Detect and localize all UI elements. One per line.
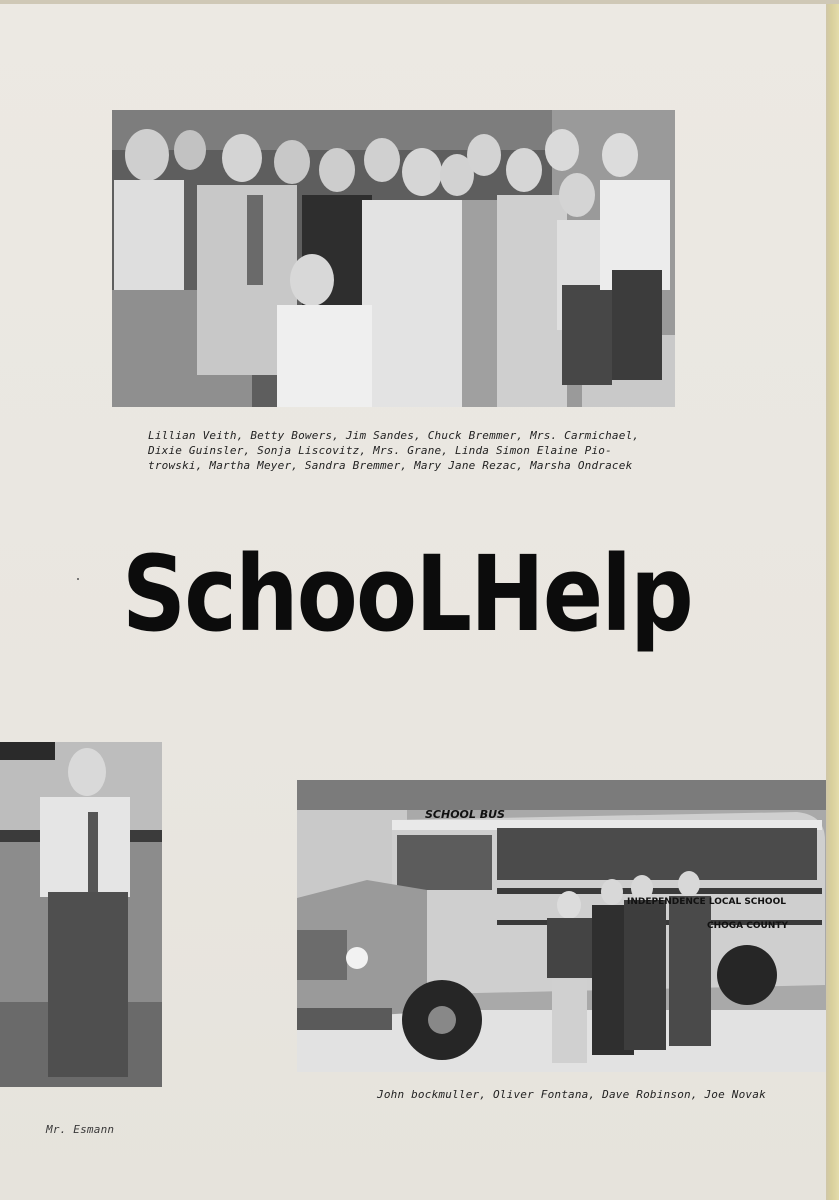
- top-strip: [0, 0, 839, 4]
- bus-top-sign: SCHOOL BUS: [425, 808, 505, 821]
- janitor-photo: [0, 742, 162, 1087]
- caption-line: Dixie Guinsler, Sonja Liscovitz, Mrs. Grane, Linda Simon Elaine Pio-: [148, 444, 612, 457]
- school-bus-photo: [297, 780, 828, 1072]
- caption-line: trowski, Martha Meyer, Sandra Bremmer, Mary Jane Rezac, Marsha Ondracek: [148, 459, 633, 472]
- page-title-text: SchooLHelp: [122, 533, 692, 655]
- page-title: [120, 530, 700, 680]
- page-edge: [826, 0, 839, 1200]
- group-photo: [112, 110, 675, 407]
- print-speck: [77, 578, 79, 580]
- bus-side-sign: INDEPENDENCE LOCAL SCHOOL: [627, 897, 786, 907]
- group-photo-caption: [148, 428, 668, 473]
- caption-line: Lillian Veith, Betty Bowers, Jim Sandes, Chuck Bremmer, Mrs. Carmichael,: [148, 429, 640, 442]
- bus-photo-caption: John bockmuller, Oliver Fontana, Dave Robinson, Joe Novak: [377, 1088, 766, 1101]
- janitor-caption: Mr. Esmann: [46, 1123, 115, 1136]
- bus-side-sign-county: CHOGA COUNTY: [707, 921, 789, 931]
